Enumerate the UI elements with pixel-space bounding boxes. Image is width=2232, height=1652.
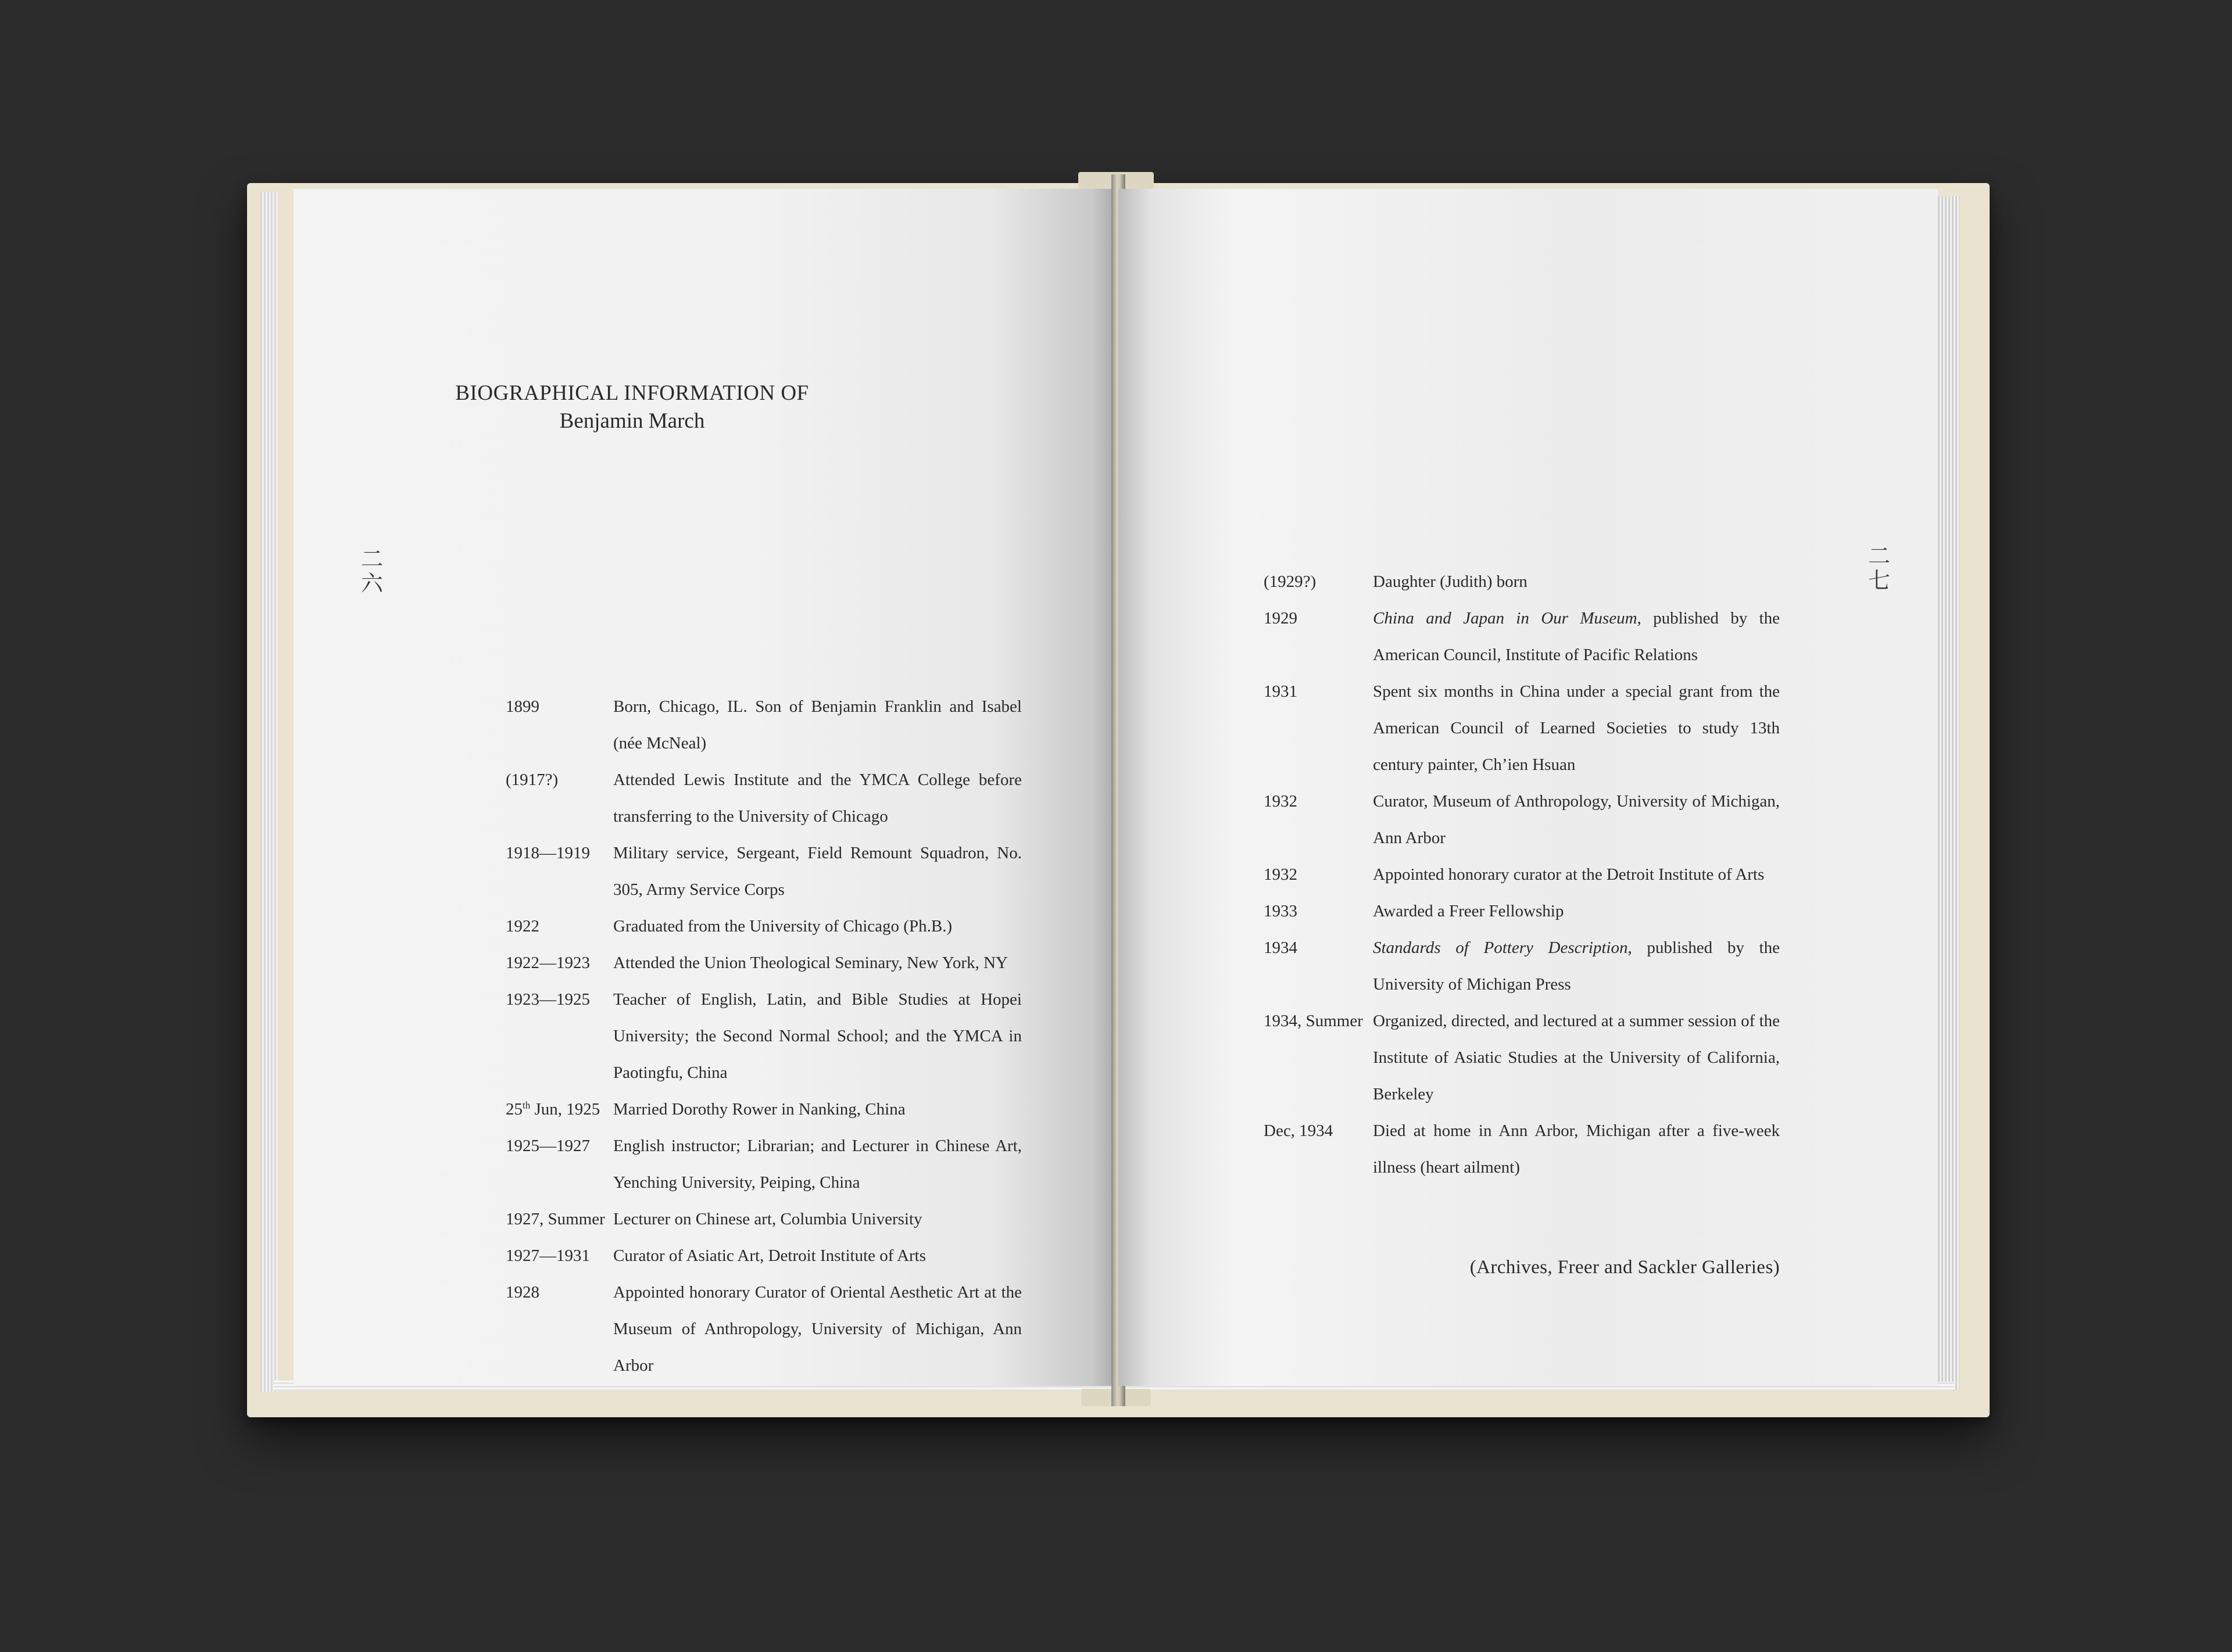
- entry-description: Born, Chicago, IL. Son of Benjamin Franklin and Isabel (née McNeal): [613, 697, 1022, 752]
- entry-description: Died at home in Ann Arbor, Michigan after a five-week illness (heart ailment): [1373, 1121, 1780, 1177]
- entry-description: English instructor; Librarian; and Lecturer in Chinese Art, Yenching University, Peiping, China: [613, 1137, 1022, 1192]
- timeline-entry: [506, 1201, 1022, 1238]
- timeline-entry: [1264, 600, 1780, 673]
- left-entries-list: [506, 689, 1022, 1384]
- entry-date: 1932: [1264, 865, 1297, 884]
- page-title: [294, 189, 971, 479]
- page-number-char-2: 六: [360, 572, 383, 596]
- timeline-entry: [1264, 930, 1780, 1003]
- entry-date: 1931: [1264, 682, 1297, 701]
- entry-date: 1925—1927: [506, 1137, 590, 1155]
- page-number-char-1: 二: [360, 547, 383, 572]
- entry-date: 1927—1931: [506, 1246, 590, 1265]
- timeline-entry: [506, 689, 1022, 762]
- entry-date-day: 25: [506, 1100, 523, 1119]
- entry-date: (1917?): [506, 771, 559, 789]
- entry-date: 1934: [1264, 938, 1297, 957]
- entry-description: Standards of Pottery Description, published by the University of Michigan Press: [1373, 938, 1780, 994]
- timeline-entry: [506, 835, 1022, 908]
- timeline-entry: [1264, 1113, 1780, 1186]
- entry-date: (1929?): [1264, 572, 1317, 591]
- left-page: [294, 189, 1117, 1386]
- timeline-entry: [1264, 1003, 1780, 1113]
- entry-date: 1932: [1264, 792, 1297, 811]
- timeline-entry: [1264, 564, 1780, 600]
- source-citation: (Archives, Freer and Sackler Galleries): [1469, 1257, 1780, 1278]
- publication-title: China and Japan in Our Museum: [1373, 609, 1637, 628]
- entry-description: Teacher of English, Latin, and Bible Studies at Hopei University; the Second Normal School; and the YMCA in Paotingfu, China: [613, 990, 1022, 1082]
- page-number-right: [1866, 544, 1892, 593]
- timeline-entry: [1264, 673, 1780, 783]
- title-line-2: Benjamin March: [559, 409, 705, 433]
- entry-date-ordinal: th: [523, 1099, 531, 1111]
- entry-date: 1934, Summer: [1264, 1012, 1363, 1030]
- entry-date: 1923—1925: [506, 990, 590, 1009]
- timeline-entry: [1264, 893, 1780, 930]
- entry-date: 1929: [1264, 609, 1297, 628]
- entry-description: Spent six months in China under a special grant from the American Council of Learned Societies to study 13th century painter, Ch’ien Hsuan: [1373, 682, 1780, 774]
- timeline-entry: [506, 945, 1022, 981]
- entry-date: 1922: [506, 917, 539, 936]
- timeline-entry: [506, 981, 1022, 1091]
- entry-description: Attended the Union Theological Seminary, New York, NY: [613, 954, 1008, 972]
- timeline-entry: [506, 1274, 1022, 1384]
- entry-description: Daughter (Judith) born: [1373, 572, 1528, 591]
- timeline-entry: [506, 908, 1022, 945]
- entry-description: Curator of Asiatic Art, Detroit Institute of Arts: [613, 1246, 927, 1265]
- entry-description: Graduated from the University of Chicago (Ph.B.): [613, 917, 953, 936]
- entry-date-rest: Jun, 1925: [530, 1100, 600, 1119]
- entry-date: 1922—1923: [506, 954, 590, 972]
- entry-description: Military service, Sergeant, Field Remount Squadron, No. 305, Army Service Corps: [613, 844, 1022, 899]
- publication-title: Standards of Pottery Description: [1373, 938, 1628, 957]
- page-number-left: [359, 547, 385, 596]
- timeline-entry: [506, 1091, 1022, 1128]
- entry-description: Appointed honorary Curator of Oriental Aesthetic Art at the Museum of Anthropology, University of Michigan, Ann Arbor: [613, 1283, 1022, 1375]
- entry-description: Curator, Museum of Anthropology, University of Michigan, Ann Arbor: [1373, 792, 1780, 847]
- timeline-entry: [506, 762, 1022, 835]
- right-entries-list: [1264, 564, 1780, 1186]
- timeline-entry: [1264, 783, 1780, 857]
- entry-description: Lecturer on Chinese art, Columbia University: [613, 1210, 922, 1228]
- entry-description: Attended Lewis Institute and the YMCA College before transferring to the University of Chicago: [613, 771, 1022, 826]
- entry-description: Appointed honorary curator at the Detroit Institute of Arts: [1373, 865, 1765, 884]
- entry-date: [506, 1091, 600, 1128]
- entry-date: 1933: [1264, 902, 1297, 920]
- page-stack-left: [260, 192, 278, 1392]
- entry-date: 1928: [506, 1283, 539, 1302]
- entry-date: Dec, 1934: [1264, 1121, 1333, 1140]
- entry-description: Awarded a Freer Fellowship: [1373, 902, 1564, 920]
- entry-description: China and Japan in Our Museum, published by the American Council, Institute of Pacific Relations: [1373, 609, 1780, 664]
- timeline-entry: [506, 1238, 1022, 1274]
- entry-date: 1899: [506, 697, 539, 716]
- title-line-1: BIOGRAPHICAL INFORMATION OF: [455, 381, 809, 405]
- entry-date: 1927, Summer: [506, 1210, 605, 1228]
- timeline-entry: [506, 1128, 1022, 1201]
- page-number-char-1: 二: [1868, 544, 1890, 569]
- entry-description: Married Dorothy Rower in Nanking, China: [613, 1100, 906, 1119]
- right-page: [1118, 189, 1938, 1386]
- page-number-char-2: 七: [1868, 569, 1890, 593]
- timeline-entry: [1264, 857, 1780, 893]
- entry-date: 1918—1919: [506, 844, 590, 862]
- entry-description: Organized, directed, and lectured at a summer session of the Institute of Asiatic Studies at the University of California, Berkeley: [1373, 1012, 1780, 1103]
